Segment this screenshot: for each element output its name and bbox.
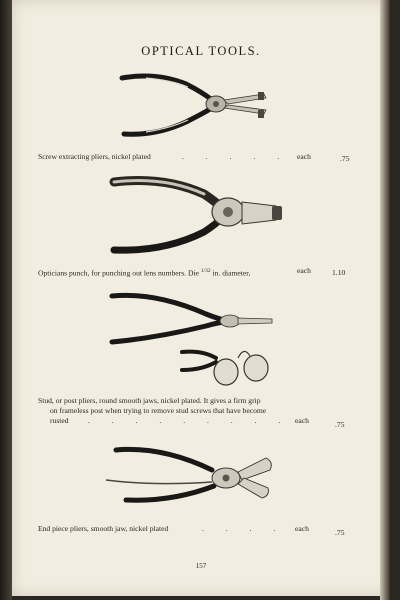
page-number: 157 bbox=[195, 562, 207, 570]
item-3-caption-line-1: Stud, or post pliers, round smooth jaws, nickel plated. It gives a firm grip bbox=[38, 396, 261, 405]
page-edge bbox=[380, 0, 390, 600]
item-4-leader-dots: . . . . bbox=[202, 524, 286, 533]
item-2-caption-part-a: Opticians punch, for punching out lens numbers. Die bbox=[38, 268, 199, 278]
screw-extracting-pliers-image bbox=[116, 70, 276, 142]
item-2-caption-fraction: 1/32 bbox=[200, 268, 211, 274]
item-1-each: each bbox=[297, 152, 311, 161]
item-2-each: each bbox=[297, 266, 311, 275]
book-gutter bbox=[0, 0, 12, 600]
item-3-price: .75 bbox=[335, 420, 345, 429]
opticians-punch-image bbox=[104, 172, 290, 258]
item-1-caption: Screw extracting pliers, nickel plated bbox=[38, 152, 151, 161]
item-4-price: .75 bbox=[335, 528, 345, 537]
catalog-page bbox=[12, 0, 390, 596]
item-2-price: 1.10 bbox=[332, 268, 346, 277]
item-2-caption-part-b: in. diameter, bbox=[212, 268, 251, 278]
end-piece-pliers-image bbox=[102, 442, 282, 510]
item-3-caption-line-2: on frameless post when trying to remove stud screws that have become bbox=[50, 406, 267, 415]
stud-pliers-image bbox=[106, 288, 286, 388]
item-1-price: .75 bbox=[340, 154, 350, 163]
item-3-each: each bbox=[295, 416, 309, 425]
page-title: OPTICAL TOOLS. bbox=[141, 44, 261, 58]
item-4-each: each bbox=[295, 524, 309, 533]
item-4-caption: End piece pliers, smooth jaw, nickel plated bbox=[38, 524, 169, 533]
item-3-caption-line-3: rusted bbox=[50, 416, 69, 425]
item-3-leader-dots: . . . . . . . . . bbox=[88, 416, 291, 425]
item-2-caption bbox=[38, 266, 250, 279]
item-1-leader-dots: . . . . . bbox=[182, 152, 290, 161]
